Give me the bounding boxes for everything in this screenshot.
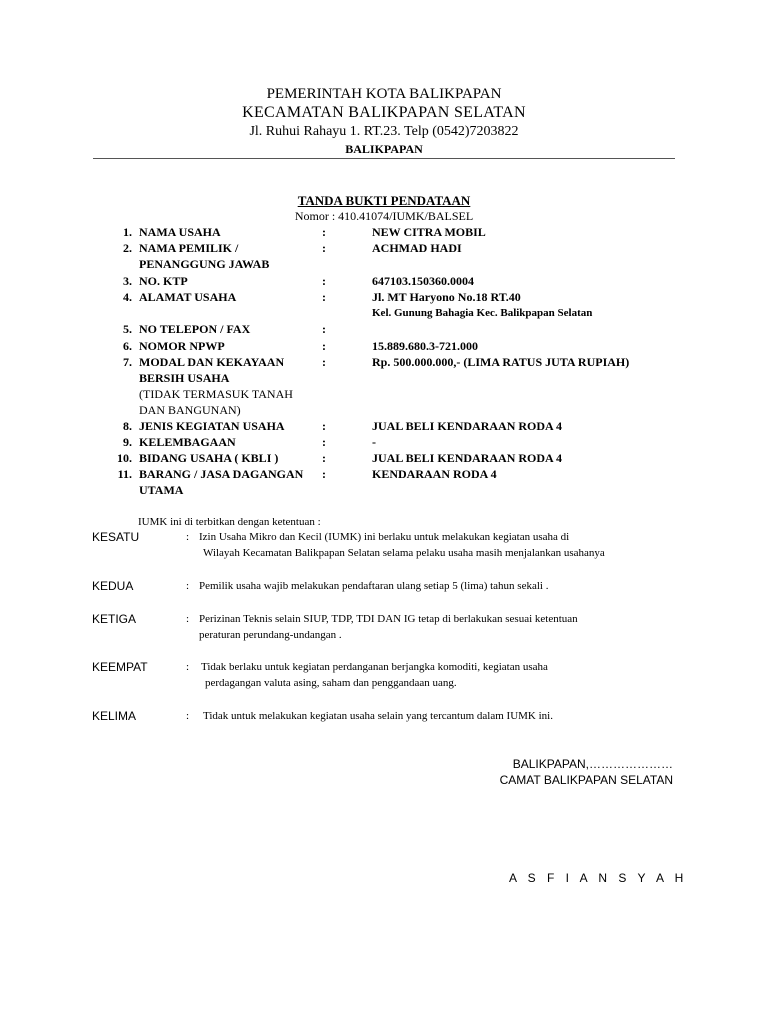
field-colon: : xyxy=(322,467,326,481)
header-district: KECAMATAN BALIKPAPAN SELATAN xyxy=(242,104,526,121)
provision-text-cont: peraturan perundang-undangan . xyxy=(199,629,342,641)
signature-position: CAMAT BALIKPAPAN SELATAN xyxy=(499,773,673,787)
field-label: NO. KTP xyxy=(139,274,188,288)
field-number: 6. xyxy=(123,339,132,353)
field-value: 647103.150360.0004 xyxy=(372,274,474,288)
header-government: PEMERINTAH KOTA BALIKPAPAN xyxy=(266,86,502,102)
provision-colon: : xyxy=(186,613,190,625)
field-value: 15.889.680.3-721.000 xyxy=(372,339,478,353)
header-divider xyxy=(93,158,675,159)
provision-colon: : xyxy=(186,710,190,722)
provisions-intro: IUMK ini di terbitkan dengan ketentuan : xyxy=(138,516,321,528)
field-colon: : xyxy=(322,419,326,433)
field-number: 2. xyxy=(123,241,132,255)
field-value: KENDARAAN RODA 4 xyxy=(372,467,497,481)
field-number: 5. xyxy=(123,322,132,336)
field-label: MODAL DAN KEKAYAAN xyxy=(139,355,285,369)
document-number: Nomor : 410.41074/IUMK/BALSEL xyxy=(294,209,474,223)
field-label-cont: PENANGGUNG JAWAB xyxy=(139,257,270,271)
field-label-note: DAN BANGUNAN) xyxy=(139,403,241,417)
field-number: 7. xyxy=(123,355,132,369)
field-value-cont: Kel. Gunung Bahagia Kec. Balikpapan Selatan xyxy=(372,307,593,319)
provision-text: Tidak untuk melakukan kegiatan usaha selain yang tercantum dalam IUMK ini. xyxy=(203,710,553,722)
field-label-cont: UTAMA xyxy=(139,483,184,497)
header-address: Jl. Ruhui Rahayu 1. RT.23. Telp (0542)7203822 xyxy=(249,124,519,139)
provision-text: Izin Usaha Mikro dan Kecil (IUMK) ini berlaku untuk melakukan kegiatan usaha di xyxy=(199,531,570,543)
field-value: - xyxy=(372,435,376,449)
field-colon: : xyxy=(322,225,326,239)
field-colon: : xyxy=(322,322,326,336)
field-colon: : xyxy=(322,274,326,288)
field-value: Jl. MT Haryono No.18 RT.40 xyxy=(372,290,521,304)
field-label: BARANG / JASA DAGANGAN xyxy=(139,467,304,481)
field-number: 1. xyxy=(123,225,132,239)
field-label: NAMA USAHA xyxy=(139,225,221,239)
field-number: 9. xyxy=(123,435,132,449)
field-value: JUAL BELI KENDARAAN RODA 4 xyxy=(372,419,563,433)
field-label-cont: BERSIH USAHA xyxy=(139,371,230,385)
provision-label: KEEMPAT xyxy=(92,660,148,674)
field-colon: : xyxy=(322,355,326,369)
field-label: BIDANG USAHA ( KBLI ) xyxy=(139,451,279,465)
field-colon: : xyxy=(322,241,326,255)
field-value: JUAL BELI KENDARAAN RODA 4 xyxy=(372,451,563,465)
field-number: 8. xyxy=(123,419,132,433)
field-label: KELEMBAGAAN xyxy=(139,435,236,449)
signature-place-date: BALIKPAPAN,………………… xyxy=(512,757,673,771)
field-label: ALAMAT USAHA xyxy=(139,290,237,304)
provision-label: KELIMA xyxy=(92,709,137,723)
field-value: ACHMAD HADI xyxy=(372,241,462,255)
field-number: 3. xyxy=(123,274,132,288)
field-colon: : xyxy=(322,435,326,449)
signatory-name: A S F I A N S Y A H xyxy=(509,871,688,885)
provision-colon: : xyxy=(186,580,190,592)
field-value: NEW CITRA MOBIL xyxy=(372,225,486,239)
provision-label: KESATU xyxy=(92,530,140,544)
provision-label: KEDUA xyxy=(92,579,134,593)
provision-label: KETIGA xyxy=(92,612,137,626)
provision-colon: : xyxy=(186,531,190,543)
header-city: BALIKPAPAN xyxy=(345,142,423,156)
provision-text-cont: Wilayah Kecamatan Balikpapan Selatan selama pelaku usaha masih menjalankan usahanya xyxy=(203,547,605,559)
provision-text: Tidak berlaku untuk kegiatan perdanganan berjangka komoditi, kegiatan usaha xyxy=(201,661,548,673)
field-colon: : xyxy=(322,339,326,353)
provision-text: Pemilik usaha wajib melakukan pendaftaran ulang setiap 5 (lima) tahun sekali . xyxy=(199,580,549,592)
field-label: NAMA PEMILIK / xyxy=(139,241,239,255)
field-number: 4. xyxy=(123,290,132,304)
provision-text: Perizinan Teknis selain SIUP, TDP, TDI DAN IG tetap di berlakukan sesuai ketentuan xyxy=(199,613,578,625)
field-label: JENIS KEGIATAN USAHA xyxy=(139,419,285,433)
field-value: Rp. 500.000.000,- (LIMA RATUS JUTA RUPIAH) xyxy=(372,355,630,369)
field-label: NOMOR NPWP xyxy=(139,339,225,353)
field-colon: : xyxy=(322,451,326,465)
provision-text-cont: perdagangan valuta asing, saham dan penggandaan uang. xyxy=(205,677,457,689)
field-number: 11. xyxy=(117,467,132,481)
field-number: 10. xyxy=(117,451,132,465)
field-colon: : xyxy=(322,290,326,304)
field-label-note: (TIDAK TERMASUK TANAH xyxy=(139,387,293,401)
provision-colon: : xyxy=(186,661,190,673)
document-title: TANDA BUKTI PENDATAAN xyxy=(297,193,471,208)
field-label: NO TELEPON / FAX xyxy=(139,322,251,336)
